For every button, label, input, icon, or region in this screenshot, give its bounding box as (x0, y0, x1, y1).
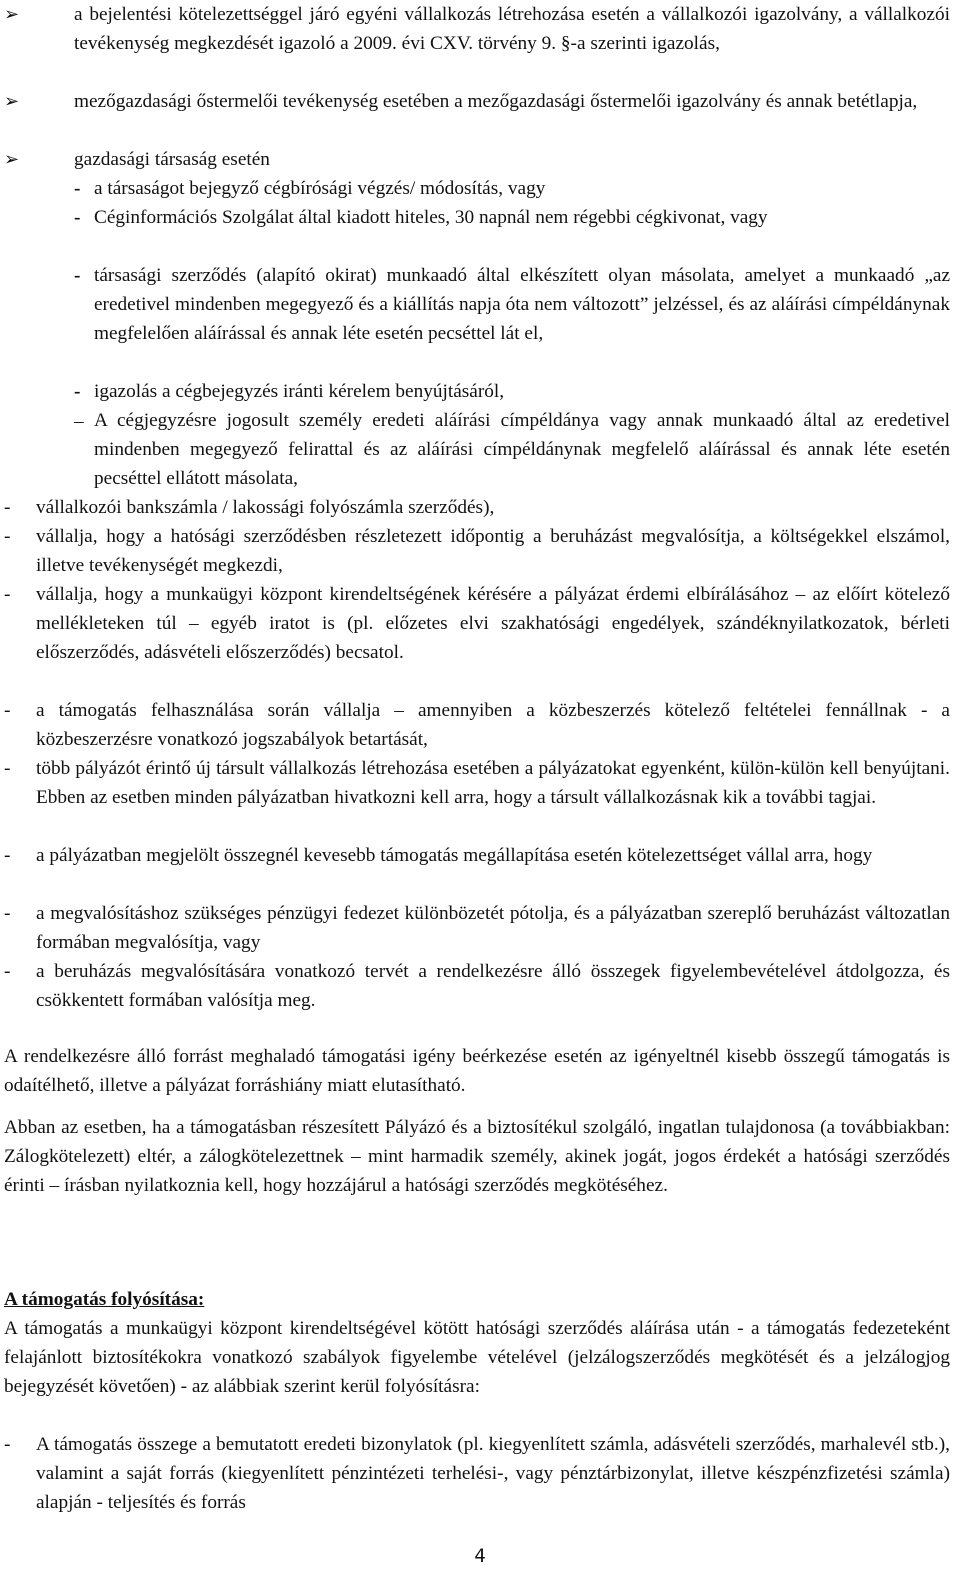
dash-bullet: - (4, 961, 11, 982)
list-item-text: több pályázót érintő új társult vállalkozás létrehozása esetében a pályázatokat egyenként, külön-külön kell benyújtani. Ebben az esetben minden pályázatban hivatkozni kell arra, hogy a társult vállalkozásnak kik a további tagjai. (36, 758, 950, 808)
paragraph: Abban az esetben, ha a támogatásban részesített Pályázó és a biztosítékul szolgáló, ingatlan tulajdonosa (a továbbiakban: Zálogkötelezett) eltér, a zálogkötelezettnek – mint harmadik személy, akinek jogát, jogos érdekét a hatósági szerződés érinti – írásban nyilatkoznia kell, hogy hozzájárul a hatósági szerződés megkötéséhez. (4, 1117, 950, 1196)
list-item-text: a támogatás felhasználása során vállalja – amennyiben a közbeszerzés kötelező feltételei fennállnak - a közbeszerzésre vonatkozó jogszabályok betartását, (36, 700, 950, 750)
dash-bullet: - (74, 178, 81, 199)
list-item-text: A támogatás összege a bemutatott eredeti bizonylatok (pl. kiegyenlített számla, adásvételi szerződés, marhalevél stb.), valamint a saját forrás (kiegyenlített pénzintézeti terhelési-, vagy pénztárbizonylat, illetve készpénzfizetési számla) alapján - teljesítés és forrás (36, 1434, 950, 1513)
list-item-text: vállalja, hogy a munkaügyi központ kirendeltségének kérésére a pályázat érdemi elbírálásához – az előírt kötelező mellékleteken túl – egyéb iratot is (pl. előzetes elvi szakhatósági engedélyek, szándéknyilatkozatok, bérleti előszerződés, adásvételi előszerződés) becsatol. (36, 584, 950, 663)
arrow-bullet-icon: ➢ (4, 4, 20, 24)
dash-bullet: - (4, 903, 11, 924)
list-item-text: Céginformációs Szolgálat által kiadott hiteles, 30 napnál nem régebbi cégkivonat, vagy (94, 207, 768, 228)
dash-bullet: - (74, 207, 81, 228)
dash-bullet: - (4, 497, 11, 518)
page-number: 4 (474, 1545, 486, 1567)
list-item-text: társasági szerződés (alapító okirat) munkaadó által elkészített olyan másolata, amelyet a munkaadó „az eredetivel mindenben megegyező és a kiállítás napja óta nem változott” jelzéssel, és az aláírási címpéldánynak megfelelően aláírással és annak léte esetén pecséttel lát el, (94, 265, 950, 344)
arrow-bullet-icon: ➢ (4, 149, 20, 169)
long-dash-bullet: – (74, 411, 84, 432)
dash-bullet: - (74, 265, 81, 286)
section-intro: A támogatás a munkaügyi központ kirendeltségével kötött hatósági szerződés aláírása után - a támogatás fedezeteként felajánlott biztosítékokra vonatkozó szabályok figyelembe vételével (jelzálogszerződés megkötését és a jelzálogjog bejegyzését követően) - az alábbiak szerint kerül folyósításra: (4, 1318, 950, 1397)
list-item-text: mezőgazdasági őstermelői tevékenység esetében a mezőgazdasági őstermelői igazolvány és annak betétlapja, (74, 91, 918, 112)
list-item-text: a pályázatban megjelölt összegnél kevesebb támogatás megállapítása esetén kötelezettséget vállal arra, hogy (36, 845, 873, 866)
list-item-text: a megvalósításhoz szükséges pénzügyi fedezet különbözetét pótolja, és a pályázatban szereplő beruházást változatlan formában megvalósítja, vagy (36, 903, 950, 953)
dash-bullet: - (4, 845, 11, 866)
dash-bullet: - (4, 1434, 11, 1455)
list-item-text: igazolás a cégbejegyzés iránti kérelem benyújtásáról, (94, 381, 505, 402)
dash-bullet: - (74, 381, 81, 402)
dash-bullet: - (4, 526, 11, 547)
section-title: A támogatás folyósítása: (4, 1289, 205, 1310)
list-item-text: vállalkozói bankszámla / lakossági folyószámla szerződés), (36, 497, 495, 518)
dash-bullet: - (4, 758, 11, 779)
list-item-text: a bejelentési kötelezettséggel járó egyéni vállalkozás létrehozása esetén a vállalkozói igazolvány, a vállalkozói tevékenység megkezdését igazoló a 2009. évi CXV. törvény 9. §-a szerinti igazolás, (74, 4, 950, 54)
paragraph: A rendelkezésre álló forrást meghaladó támogatási igény beérkezése esetén az igényeltnél kisebb összegű támogatás is odaítélhető, illetve a pályázat forráshiány miatt elutasítható. (4, 1046, 950, 1096)
list-item-text: A cégjegyzésre jogosult személy eredeti aláírási címpéldánya vagy annak munkaadó által az eredetivel mindenben megegyező felirattal és az aláírási címpéldánynak megfelelő aláírással és annak léte esetén pecséttel ellátott másolata, (94, 410, 950, 489)
list-item-text: a beruházás megvalósítására vonatkozó tervét a rendelkezésre álló összegek figyelembevételével átdolgozza, és csökkentett formában valósítja meg. (36, 961, 950, 1011)
arrow-bullet-icon: ➢ (4, 91, 20, 111)
list-item-text: a társaságot bejegyző cégbírósági végzés/ módosítás, vagy (94, 178, 546, 199)
dash-bullet: - (4, 700, 11, 721)
list-item-text: gazdasági társaság esetén (74, 149, 270, 170)
list-item-text: vállalja, hogy a hatósági szerződésben részletezett időpontig a beruházást megvalósítja, a költségekkel elszámol, illetve tevékenységét megkezdi, (36, 526, 950, 576)
dash-bullet: - (4, 584, 11, 605)
